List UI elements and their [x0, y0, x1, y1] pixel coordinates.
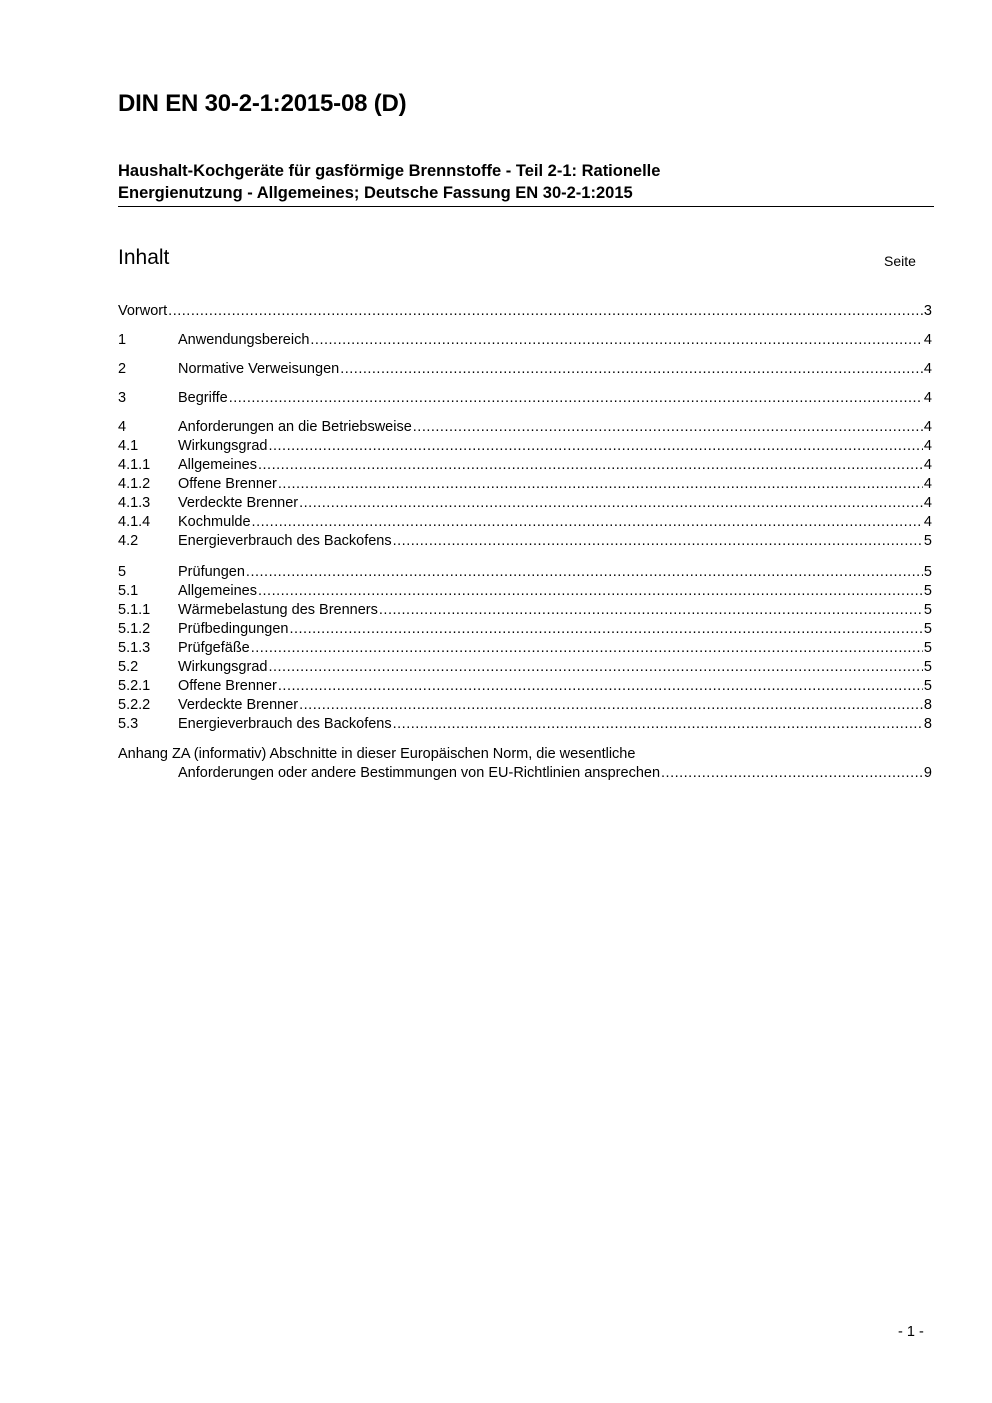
toc-entry-label: Prüfgefäße: [178, 640, 250, 656]
toc-leader-dots: [340, 360, 923, 379]
toc-entry-label: Begriffe: [178, 390, 228, 406]
toc-entry[interactable]: [118, 696, 932, 715]
toc-entry[interactable]: [118, 302, 932, 321]
toc-entry-label: Allgemeines: [178, 583, 257, 599]
toc-entry-page: 9: [923, 765, 932, 781]
toc-entry-annex-title: Anhang ZA (informativ) Abschnitte in dieser Europäischen Norm, die wesentliche: [118, 746, 636, 762]
toc-entry-number: 5.2.1: [118, 678, 151, 694]
toc-entry[interactable]: [118, 389, 932, 408]
document-subtitle: [118, 160, 934, 207]
toc-entry-number: 5.1.3: [118, 640, 151, 656]
toc-entry[interactable]: [118, 563, 932, 582]
toc-entry-number: 4.1: [118, 438, 139, 454]
page-column-heading: Seite: [884, 253, 916, 269]
toc-leader-dots: [299, 494, 923, 513]
toc-entry-label: Allgemeines: [178, 457, 257, 473]
toc-leader-dots: [258, 456, 923, 475]
toc-entry-number: 4: [118, 419, 127, 435]
toc-entry-label: Anforderungen an die Betriebsweise: [178, 419, 412, 435]
toc-entry[interactable]: [118, 582, 932, 601]
toc-entry-number: 5.1.2: [118, 621, 151, 637]
toc-entry-page: 5: [923, 659, 932, 675]
toc-entry-page: 4: [923, 476, 932, 492]
toc-entry[interactable]: [118, 494, 932, 513]
toc-entry-page: 5: [923, 583, 932, 599]
toc-entry[interactable]: [118, 532, 932, 551]
toc-leader-dots: [393, 715, 923, 734]
toc-entry-page: 5: [923, 621, 932, 637]
toc-leader-dots: [252, 513, 923, 532]
contents-heading: Inhalt: [118, 246, 170, 269]
toc-entry-page: 3: [923, 303, 932, 319]
toc-leader-dots: [258, 582, 923, 601]
toc-entry-label: Wirkungsgrad: [178, 659, 268, 675]
toc-leader-dots: [661, 764, 923, 783]
toc-leader-dots: [310, 331, 923, 350]
toc-leader-dots: [299, 696, 923, 715]
toc-entry-page: 4: [923, 438, 932, 454]
toc-entry-number: 1: [118, 332, 127, 348]
toc-entry-label: Kochmulde: [178, 514, 251, 530]
toc-leader-dots: [229, 389, 923, 408]
toc-entry-number: 2: [118, 361, 127, 377]
toc-entry-page: 4: [923, 457, 932, 473]
toc-entry-label: Energieverbrauch des Backofens: [178, 716, 392, 732]
toc-entry-number: 4.1.2: [118, 476, 151, 492]
toc-entry-number: 5.2: [118, 659, 139, 675]
toc-entry-number: 4.1.4: [118, 514, 151, 530]
toc-entry-label: Vorwort: [118, 303, 168, 319]
toc-entry-label: Offene Brenner: [178, 678, 277, 694]
toc-entry[interactable]: [118, 456, 932, 475]
toc-leader-dots: [246, 563, 923, 582]
subtitle-line-2: Energienutzung - Allgemeines; Deutsche Fassung EN 30-2-1:2015: [118, 184, 633, 202]
toc-entry-page: 5: [923, 640, 932, 656]
toc-entry-page: 5: [923, 533, 932, 549]
toc-entry-label: Normative Verweisungen: [178, 361, 340, 377]
toc-entry-page: 4: [923, 361, 932, 377]
toc-entry[interactable]: [118, 601, 932, 620]
toc-entry-label: Offene Brenner: [178, 476, 277, 492]
toc-leader-dots: [278, 677, 923, 696]
toc-entry-page: 4: [923, 419, 932, 435]
toc-entry-label: Wirkungsgrad: [178, 438, 268, 454]
toc-entry[interactable]: [118, 360, 932, 379]
toc-entry[interactable]: [118, 437, 932, 456]
toc-entry-page: 8: [923, 697, 932, 713]
toc-entry-label: Verdeckte Brenner: [178, 495, 299, 511]
toc-entry[interactable]: [118, 715, 932, 734]
toc-entry-page: 4: [923, 332, 932, 348]
toc-entry[interactable]: [118, 620, 932, 639]
toc-leader-dots: [268, 658, 922, 677]
toc-entry-number: 5.1: [118, 583, 139, 599]
toc-entry[interactable]: [118, 418, 932, 437]
toc-entry-label: Prüfbedingungen: [178, 621, 289, 637]
document-title: DIN EN 30-2-1:2015-08 (D): [118, 90, 407, 117]
toc-entry-number: 5.1.1: [118, 602, 151, 618]
toc-entry-annex[interactable]: [118, 764, 932, 783]
toc-leader-dots: [379, 601, 923, 620]
toc-entry-label: Anforderungen oder andere Bestimmungen von EU-Richtlinien ansprechen: [178, 765, 661, 781]
toc-entry-label: Anwendungsbereich: [178, 332, 310, 348]
toc-entry-page: 5: [923, 564, 932, 580]
subtitle-line-1: Haushalt-Kochgeräte für gasförmige Brennstoffe - Teil 2-1: Rationelle: [118, 162, 661, 180]
toc-entry-number: 4.1.3: [118, 495, 151, 511]
toc-entry-page: 8: [923, 716, 932, 732]
toc-entry-number: 5.3: [118, 716, 139, 732]
toc-entry-label: Wärmebelastung des Brenners: [178, 602, 378, 618]
toc-entry-page: 5: [923, 602, 932, 618]
toc-entry[interactable]: [118, 658, 932, 677]
toc-entry-page: 4: [923, 495, 932, 511]
toc-entry-number: 4.2: [118, 533, 139, 549]
toc-entry-number: 5: [118, 564, 127, 580]
toc-entry-label: Prüfungen: [178, 564, 245, 580]
toc-entry-page: 4: [923, 514, 932, 530]
toc-entry[interactable]: [118, 331, 932, 350]
toc-leader-dots: [251, 639, 923, 658]
toc-entry-number: 5.2.2: [118, 697, 151, 713]
toc-entry[interactable]: [118, 677, 932, 696]
toc-entry-page: 4: [923, 390, 932, 406]
toc-leader-dots: [393, 532, 923, 551]
toc-leader-dots: [413, 418, 923, 437]
toc-entry[interactable]: [118, 513, 932, 532]
toc-entry-page: 5: [923, 678, 932, 694]
toc-leader-dots: [168, 302, 923, 321]
toc-leader-dots: [268, 437, 922, 456]
toc-entry-number: 4.1.1: [118, 457, 151, 473]
toc-entry-number: 3: [118, 390, 127, 406]
toc-entry-label: Energieverbrauch des Backofens: [178, 533, 392, 549]
toc-entry-label: Verdeckte Brenner: [178, 697, 299, 713]
toc-leader-dots: [278, 475, 923, 494]
page-number-footer: - 1 -: [898, 1324, 924, 1340]
toc-entry[interactable]: [118, 475, 932, 494]
toc-entry[interactable]: [118, 639, 932, 658]
toc-leader-dots: [289, 620, 922, 639]
